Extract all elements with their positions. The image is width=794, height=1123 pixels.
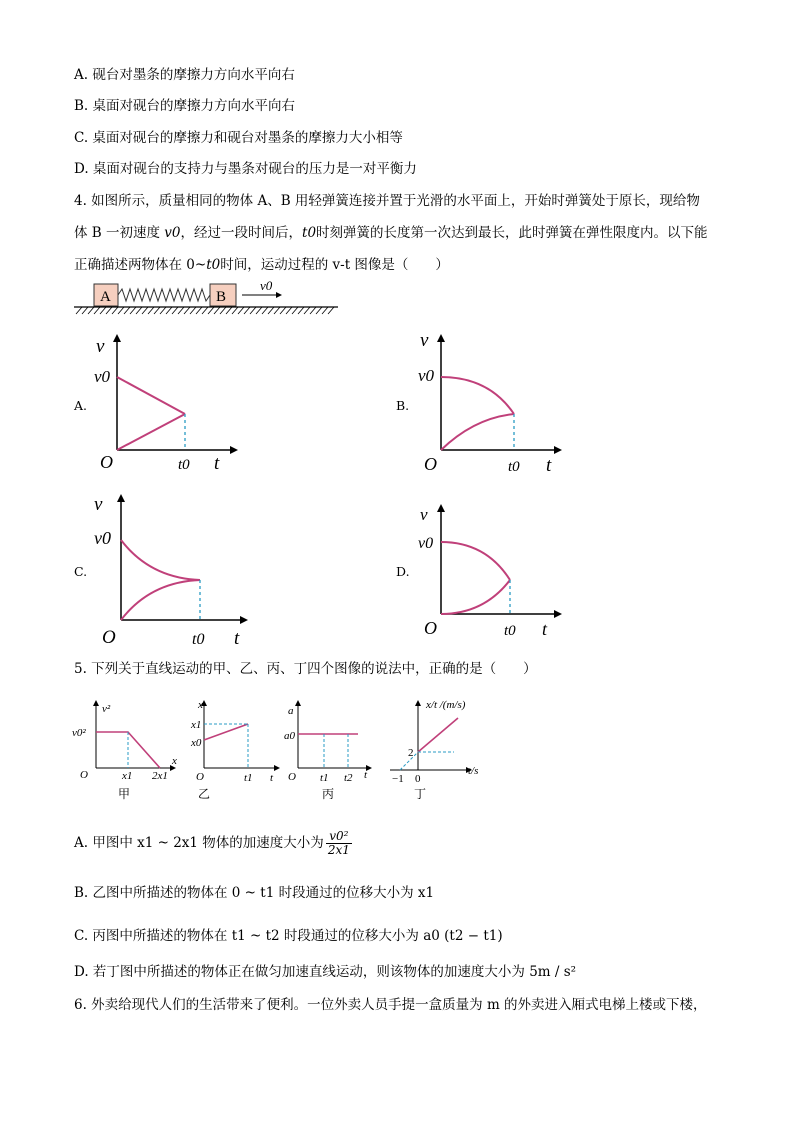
q4-stem-line1: 4. 如图所示，质量相同的物体 A、B 用轻弹簧连接并置于光滑的水平面上，开始时弹簧处于原长，现给物: [74, 193, 700, 209]
spring: [118, 289, 210, 301]
q4-option-c-label: C.: [74, 564, 88, 579]
y-axis-arrow: [93, 700, 99, 706]
q4-stem-line2: 体 B 一初速度 v0，经过一段时间后，t0时刻弹簧的长度第一次达到最长，此时弹簧在弹性限度内。以下能: [74, 225, 708, 241]
graph-name-bing: 丙: [322, 787, 335, 801]
v0-label: v0: [418, 535, 434, 552]
q5-option-c: C. 丙图中所描述的物体在 t1 ~ t2 时段通过的位移大小为 a0 (t2 − t1): [74, 928, 503, 944]
two-label: 2: [408, 747, 414, 759]
v-label: v: [420, 330, 429, 351]
t-label: t: [364, 769, 368, 781]
q5-option-a-fraction: $\frac{\text{v0²}}{2x1}$: [327, 829, 350, 857]
q4-option-b-label: B.: [396, 398, 410, 413]
t0-label: t0: [192, 631, 205, 648]
2x1-label: 2x1: [152, 770, 168, 782]
t-label: t: [270, 772, 274, 784]
v-axis-arrow: [117, 494, 125, 502]
q6-stem: 6. 外卖给现代人们的生活带来了便利。一位外卖人员手提一盒质量为 m 的外卖进入厢式电梯上楼或下楼，: [74, 997, 707, 1013]
t0-label: t0: [504, 623, 516, 639]
x1-label: x1: [191, 719, 202, 731]
v0-label: v0: [418, 366, 435, 385]
origin-label: O: [424, 618, 437, 638]
q4-graph-b: [414, 330, 564, 480]
t-label: t: [234, 628, 240, 649]
q5-graph-yi: [188, 698, 288, 803]
q5-graph-jia: [70, 698, 180, 803]
q3-option-a: A. 砚台对墨条的摩擦力方向水平向右: [74, 67, 295, 83]
y-axis-arrow: [415, 700, 421, 706]
x-label: x: [172, 755, 177, 767]
t-axis-arrow: [240, 616, 248, 624]
y-axis-arrow: [295, 700, 301, 706]
t-label: t: [542, 619, 548, 639]
curve-b: [441, 377, 514, 414]
arrow-v0-label: v0: [260, 278, 273, 293]
curve-b: [441, 542, 510, 580]
origin-label: O: [100, 452, 113, 472]
q4-option-a-label: A.: [74, 398, 88, 413]
q5-option-b: B. 乙图中所描述的物体在 0 ~ t1 时段通过的位移大小为 x1: [74, 885, 435, 901]
q5-option-d: D. 若丁图中所描述的物体正在做匀加速直线运动，则该物体的加速度大小为 5m / s²: [74, 964, 577, 980]
curve-b: [121, 540, 200, 580]
t1-label: t1: [244, 772, 253, 784]
graph-name-yi: 乙: [198, 787, 211, 801]
v-label: v: [94, 494, 103, 515]
velocity-arrowhead: [276, 292, 282, 298]
curve-b: [117, 377, 185, 414]
block-b-label: B: [216, 289, 227, 305]
curve-a: [441, 580, 510, 614]
yi-line: [204, 724, 248, 740]
a0-label: a0: [284, 730, 295, 742]
q4-graph-d: [414, 500, 564, 645]
v-axis-arrow: [437, 504, 445, 512]
ding-line: [418, 718, 458, 752]
neg1-label: −1: [392, 773, 404, 785]
q4-stem-line3: 正确描述两物体在 0~t0时间，运动过程的 v-t 图像是（ ）: [74, 257, 449, 273]
t-label: t: [546, 455, 552, 476]
q4-graph-c: [90, 490, 250, 650]
curve-a: [121, 580, 200, 620]
y-label: x: [198, 699, 203, 711]
graph-name-jia: 甲: [118, 787, 131, 801]
x1-label: x1: [122, 770, 133, 782]
y-label: x/t /(m/s): [426, 699, 466, 711]
curve-a: [441, 414, 514, 450]
t2-label: t2: [344, 772, 353, 784]
q5-graph-bing: [282, 698, 382, 803]
q5-graph-ding: [386, 694, 504, 804]
origin-label: O: [80, 769, 88, 781]
curve-a: [117, 414, 185, 450]
x-axis-arrow: [274, 765, 280, 771]
q3-option-d: D. 桌面对砚台的支持力与墨条对砚台的压力是一对平衡力: [74, 161, 417, 177]
v-axis-arrow: [113, 334, 121, 342]
q5-stem: 5. 下列关于直线运动的甲、乙、丙、丁四个图像的说法中，正确的是（ ）: [74, 661, 537, 677]
t-axis-arrow: [554, 610, 562, 618]
t-label: t: [214, 453, 220, 474]
block-a-label: A: [100, 289, 111, 305]
q4-option-d-label: D.: [396, 564, 410, 579]
y-label: v²: [102, 703, 111, 715]
v-label: v: [420, 505, 428, 524]
a-label: a: [288, 705, 294, 717]
origin-label: O: [196, 771, 204, 783]
q4-graph-a: [90, 330, 240, 480]
ground-hatching: [76, 307, 334, 314]
v0sq-label: v0²: [72, 727, 86, 739]
t0-label: t0: [178, 457, 190, 473]
t-axis-arrow: [230, 446, 238, 454]
spring-block-figure: [72, 278, 342, 322]
t-label: t/s: [468, 765, 479, 777]
origin-label: O: [424, 454, 437, 474]
v-axis-arrow: [437, 334, 445, 342]
t-axis-arrow: [554, 446, 562, 454]
graph-name-ding: 丁: [414, 787, 427, 801]
zero-label: 0: [415, 773, 421, 785]
q5-option-a: A. 甲图中 x1 ~ 2x1 物体的加速度大小为 $\frac{\text{v0²}}{2x1}$: [74, 829, 350, 857]
x0-label: x0: [191, 737, 202, 749]
t0-label: t0: [508, 459, 520, 475]
q3-option-b: B. 桌面对砚台的摩擦力方向水平向右: [74, 98, 296, 114]
q3-option-c: C. 桌面对砚台的摩擦力和砚台对墨条的摩擦力大小相等: [74, 130, 403, 146]
v0-label: v0: [94, 528, 111, 548]
v-label: v: [96, 336, 105, 357]
v0-label: v0: [94, 367, 111, 386]
origin-label: O: [288, 771, 296, 783]
origin-label: O: [102, 627, 116, 648]
t1-label: t1: [320, 772, 329, 784]
